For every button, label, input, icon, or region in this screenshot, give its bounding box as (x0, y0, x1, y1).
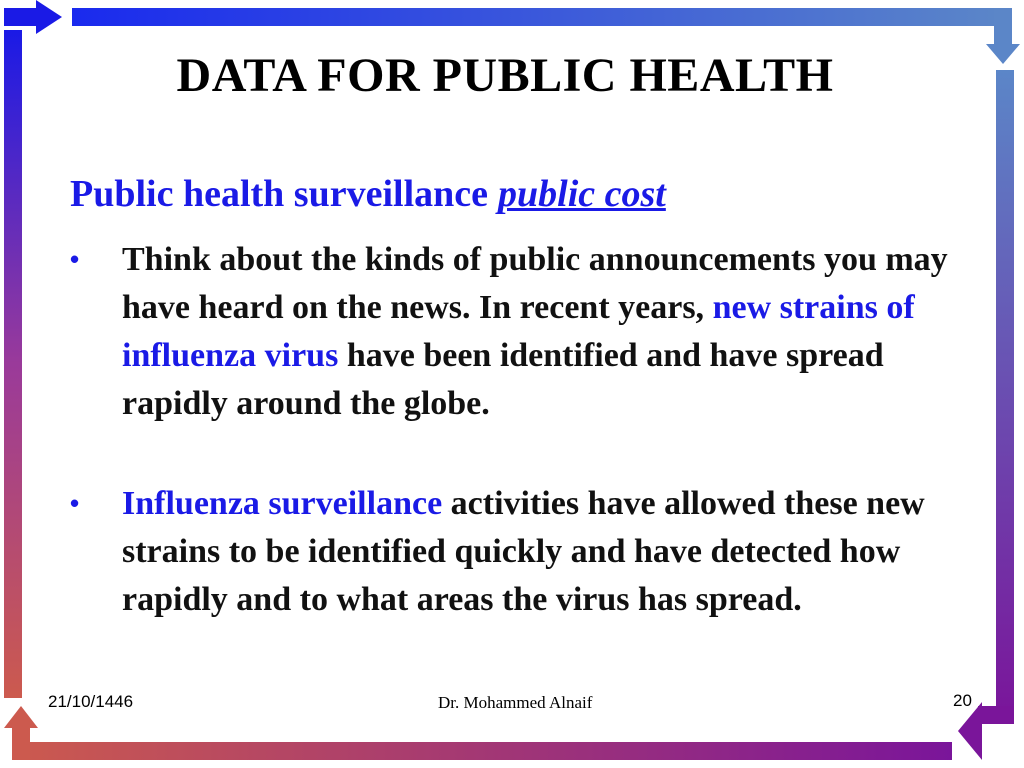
public-cost-link[interactable]: public cost (498, 173, 666, 215)
subheading-text: Public health surveillance (70, 173, 488, 215)
bullet-text-1 (122, 236, 970, 428)
bullet-1-text-end: have been identified and have spread rapidly around the globe. (122, 337, 884, 422)
frame-left-arrow (4, 0, 62, 698)
footer-author: Dr. Mohammed Alnaif (438, 693, 593, 712)
bullet-1-highlight: new strains of influenza virus (122, 289, 915, 374)
frame-bottom-arrow (4, 706, 952, 760)
bullet-2-text-end: activities have allowed these new strains to be identified quickly and have detected how rapidly and to what areas the virus has spread. (122, 485, 925, 618)
page-number: 20 (953, 691, 972, 710)
bullet-text-2 (122, 480, 970, 624)
bullet-icon: • (70, 488, 80, 518)
subheading (70, 172, 666, 216)
bullet-2-highlight: Influenza surveillance (122, 485, 443, 522)
bullet-1-text-start: Think about the kinds of public announcements you may have heard on the news. In recent years, (122, 241, 948, 326)
footer-date: 21/10/1446 (48, 692, 134, 711)
bullet-icon: • (70, 244, 80, 274)
slide-title: DATA FOR PUBLIC HEALTH (176, 49, 834, 102)
